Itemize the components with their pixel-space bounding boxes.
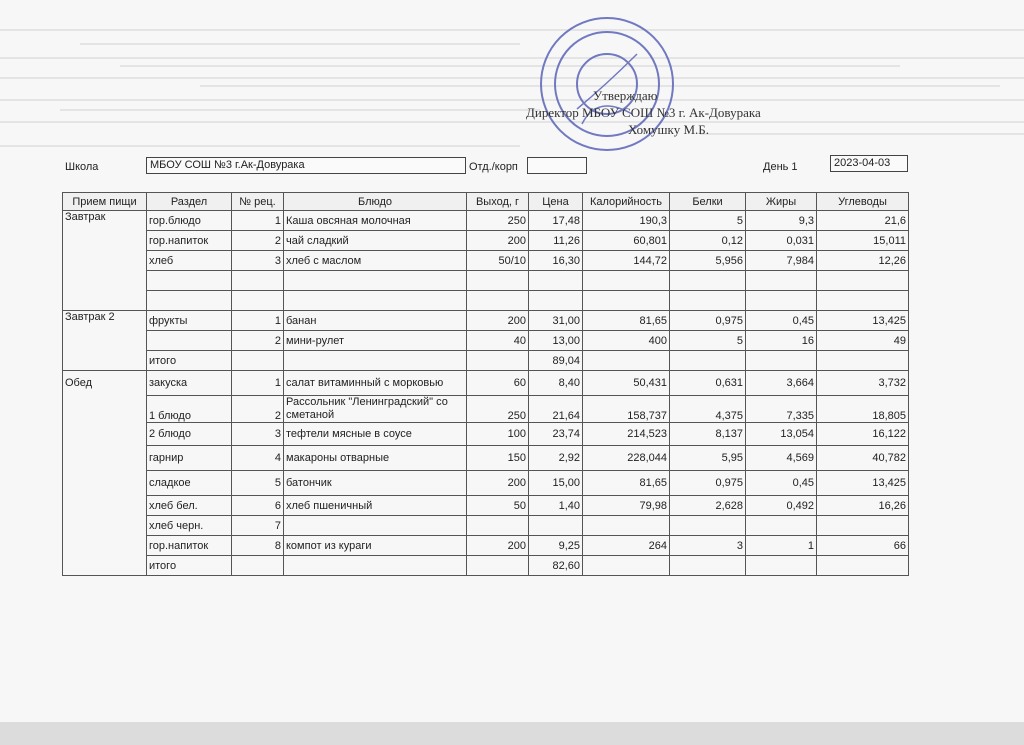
yield-cell: 50 (467, 496, 529, 516)
price-cell: 21,64 (529, 396, 583, 423)
price-cell: 15,00 (529, 471, 583, 496)
calories-cell: 264 (583, 536, 670, 556)
dish-text: Рассольник "Ленинградский" со сметаной (286, 396, 448, 421)
recipe-cell: 1 (232, 211, 284, 231)
scan-noise-lines (0, 0, 1024, 160)
dish-cell (284, 396, 467, 423)
col-header-protein: Белки (670, 193, 746, 211)
col-header-carbs: Углеводы (817, 193, 909, 211)
recipe-cell: 2 (232, 231, 284, 251)
calories-cell: 79,98 (583, 496, 670, 516)
dish-cell: хлеб пшеничный (284, 496, 467, 516)
carbs-cell: 49 (817, 331, 909, 351)
protein-cell: 4,375 (670, 396, 746, 423)
table-row-total (63, 351, 909, 371)
table-row (63, 471, 909, 496)
protein-cell: 5,95 (670, 446, 746, 471)
meal-name-breakfast: Завтрак (63, 211, 147, 311)
table-row-empty (63, 271, 909, 291)
section-cell: закуска (147, 371, 232, 396)
col-header-yield: Выход, г (467, 193, 529, 211)
yield-cell (467, 516, 529, 536)
carbs-cell: 13,425 (817, 471, 909, 496)
carbs-cell: 13,425 (817, 311, 909, 331)
section-cell: гор.напиток (147, 536, 232, 556)
recipe-cell: 7 (232, 516, 284, 536)
protein-cell (670, 516, 746, 536)
school-field: МБОУ СОШ №3 г.Ак-Довурака (146, 157, 466, 174)
total-label: итого (147, 556, 232, 576)
school-label: Школа (65, 161, 99, 173)
section-cell: фрукты (147, 311, 232, 331)
carbs-cell: 40,782 (817, 446, 909, 471)
dish-cell: чай сладкий (284, 231, 467, 251)
col-header-recipe: № рец. (232, 193, 284, 211)
fat-cell: 0,492 (746, 496, 817, 516)
recipe-cell: 3 (232, 423, 284, 446)
recipe-cell: 4 (232, 446, 284, 471)
dept-label: Отд./корп (469, 161, 518, 173)
fat-cell: 3,664 (746, 371, 817, 396)
carbs-cell (817, 516, 909, 536)
section-cell: 1 блюдо (147, 396, 232, 423)
price-cell: 31,00 (529, 311, 583, 331)
yield-cell: 200 (467, 471, 529, 496)
total-label: итого (147, 351, 232, 371)
table-row (63, 331, 909, 351)
section-cell: хлеб (147, 251, 232, 271)
yield-cell: 200 (467, 231, 529, 251)
dish-cell: тефтели мясные в соусе (284, 423, 467, 446)
carbs-cell: 3,732 (817, 371, 909, 396)
yield-cell: 60 (467, 371, 529, 396)
carbs-cell: 18,805 (817, 396, 909, 423)
calories-cell: 214,523 (583, 423, 670, 446)
yield-cell: 150 (467, 446, 529, 471)
section-cell: хлеб черн. (147, 516, 232, 536)
yield-cell: 100 (467, 423, 529, 446)
meal-name-lunch: Обед (63, 371, 147, 576)
price-cell: 16,30 (529, 251, 583, 271)
recipe-cell: 3 (232, 251, 284, 271)
protein-cell: 0,975 (670, 471, 746, 496)
fat-cell: 0,45 (746, 311, 817, 331)
section-cell: гор.напиток (147, 231, 232, 251)
price-cell: 13,00 (529, 331, 583, 351)
approval-line-approve: Утверждаю (593, 88, 658, 103)
col-header-fat: Жиры (746, 193, 817, 211)
calories-cell (583, 516, 670, 536)
section-cell: сладкое (147, 471, 232, 496)
day-label: День 1 (763, 161, 798, 173)
yield-cell: 250 (467, 396, 529, 423)
calories-cell: 81,65 (583, 471, 670, 496)
fat-cell: 0,031 (746, 231, 817, 251)
approval-line-name: Хомушку М.Б. (628, 122, 709, 137)
dish-cell: макароны отварные (284, 446, 467, 471)
dish-cell (284, 516, 467, 536)
yield-cell: 50/10 (467, 251, 529, 271)
fat-cell: 13,054 (746, 423, 817, 446)
dish-cell: компот из кураги (284, 536, 467, 556)
yield-cell: 40 (467, 331, 529, 351)
carbs-cell: 16,122 (817, 423, 909, 446)
carbs-cell: 15,011 (817, 231, 909, 251)
dept-field (527, 157, 587, 174)
fat-cell: 16 (746, 331, 817, 351)
table-row (63, 211, 909, 231)
fat-cell: 0,45 (746, 471, 817, 496)
price-cell: 9,25 (529, 536, 583, 556)
table-row (63, 251, 909, 271)
table-row (63, 371, 909, 396)
calories-cell: 144,72 (583, 251, 670, 271)
price-cell: 1,40 (529, 496, 583, 516)
dish-cell: хлеб с маслом (284, 251, 467, 271)
dish-cell: Каша овсяная молочная (284, 211, 467, 231)
section-cell: гор.блюдо (147, 211, 232, 231)
col-header-meal: Прием пищи (63, 193, 147, 211)
menu-table (62, 192, 909, 576)
recipe-cell: 5 (232, 471, 284, 496)
table-row (63, 496, 909, 516)
price-cell (529, 516, 583, 536)
recipe-cell: 8 (232, 536, 284, 556)
calories-cell: 60,801 (583, 231, 670, 251)
recipe-cell: 1 (232, 371, 284, 396)
col-header-calories: Калорийность (583, 193, 670, 211)
table-row (63, 423, 909, 446)
recipe-cell: 2 (232, 396, 284, 423)
total-price: 82,60 (529, 556, 583, 576)
recipe-cell: 6 (232, 496, 284, 516)
calories-cell: 158,737 (583, 396, 670, 423)
protein-cell: 5 (670, 331, 746, 351)
calories-cell: 50,431 (583, 371, 670, 396)
recipe-cell: 1 (232, 311, 284, 331)
table-header-row (63, 193, 909, 211)
protein-cell: 0,12 (670, 231, 746, 251)
dish-cell: банан (284, 311, 467, 331)
price-cell: 11,26 (529, 231, 583, 251)
protein-cell: 3 (670, 536, 746, 556)
price-cell: 2,92 (529, 446, 583, 471)
yield-cell: 200 (467, 536, 529, 556)
yield-cell: 250 (467, 211, 529, 231)
section-cell: 2 блюдо (147, 423, 232, 446)
fat-cell: 7,335 (746, 396, 817, 423)
table-row-total (63, 556, 909, 576)
table-row-empty (63, 291, 909, 311)
section-cell: хлеб бел. (147, 496, 232, 516)
carbs-cell: 16,26 (817, 496, 909, 516)
protein-cell: 5 (670, 211, 746, 231)
carbs-cell: 66 (817, 536, 909, 556)
section-cell: гарнир (147, 446, 232, 471)
price-cell: 17,48 (529, 211, 583, 231)
col-header-dish: Блюдо (284, 193, 467, 211)
protein-cell: 5,956 (670, 251, 746, 271)
fat-cell (746, 516, 817, 536)
calories-cell: 190,3 (583, 211, 670, 231)
fat-cell: 4,569 (746, 446, 817, 471)
date-field: 2023-04-03 (830, 155, 908, 172)
price-cell: 8,40 (529, 371, 583, 396)
fat-cell: 9,3 (746, 211, 817, 231)
calories-cell: 400 (583, 331, 670, 351)
protein-cell: 0,631 (670, 371, 746, 396)
table-row (63, 311, 909, 331)
approval-line-director: Директор МБОУ СОШ №3 г. Ак-Довурака (526, 105, 761, 120)
protein-cell: 8,137 (670, 423, 746, 446)
table-row (63, 231, 909, 251)
table-row (63, 516, 909, 536)
section-cell (147, 331, 232, 351)
table-row (63, 536, 909, 556)
col-header-section: Раздел (147, 193, 232, 211)
carbs-cell: 21,6 (817, 211, 909, 231)
protein-cell: 2,628 (670, 496, 746, 516)
yield-cell: 200 (467, 311, 529, 331)
table-row (63, 396, 909, 423)
calories-cell: 81,65 (583, 311, 670, 331)
calories-cell: 228,044 (583, 446, 670, 471)
price-cell: 23,74 (529, 423, 583, 446)
dish-cell: мини-рулет (284, 331, 467, 351)
fat-cell: 7,984 (746, 251, 817, 271)
fat-cell: 1 (746, 536, 817, 556)
carbs-cell: 12,26 (817, 251, 909, 271)
dish-cell: салат витаминный с морковью (284, 371, 467, 396)
table-row (63, 446, 909, 471)
recipe-cell: 2 (232, 331, 284, 351)
total-price: 89,04 (529, 351, 583, 371)
dish-cell: батончик (284, 471, 467, 496)
protein-cell: 0,975 (670, 311, 746, 331)
meal-name-breakfast2: Завтрак 2 (63, 311, 147, 371)
col-header-price: Цена (529, 193, 583, 211)
scanner-edge (0, 722, 1024, 745)
